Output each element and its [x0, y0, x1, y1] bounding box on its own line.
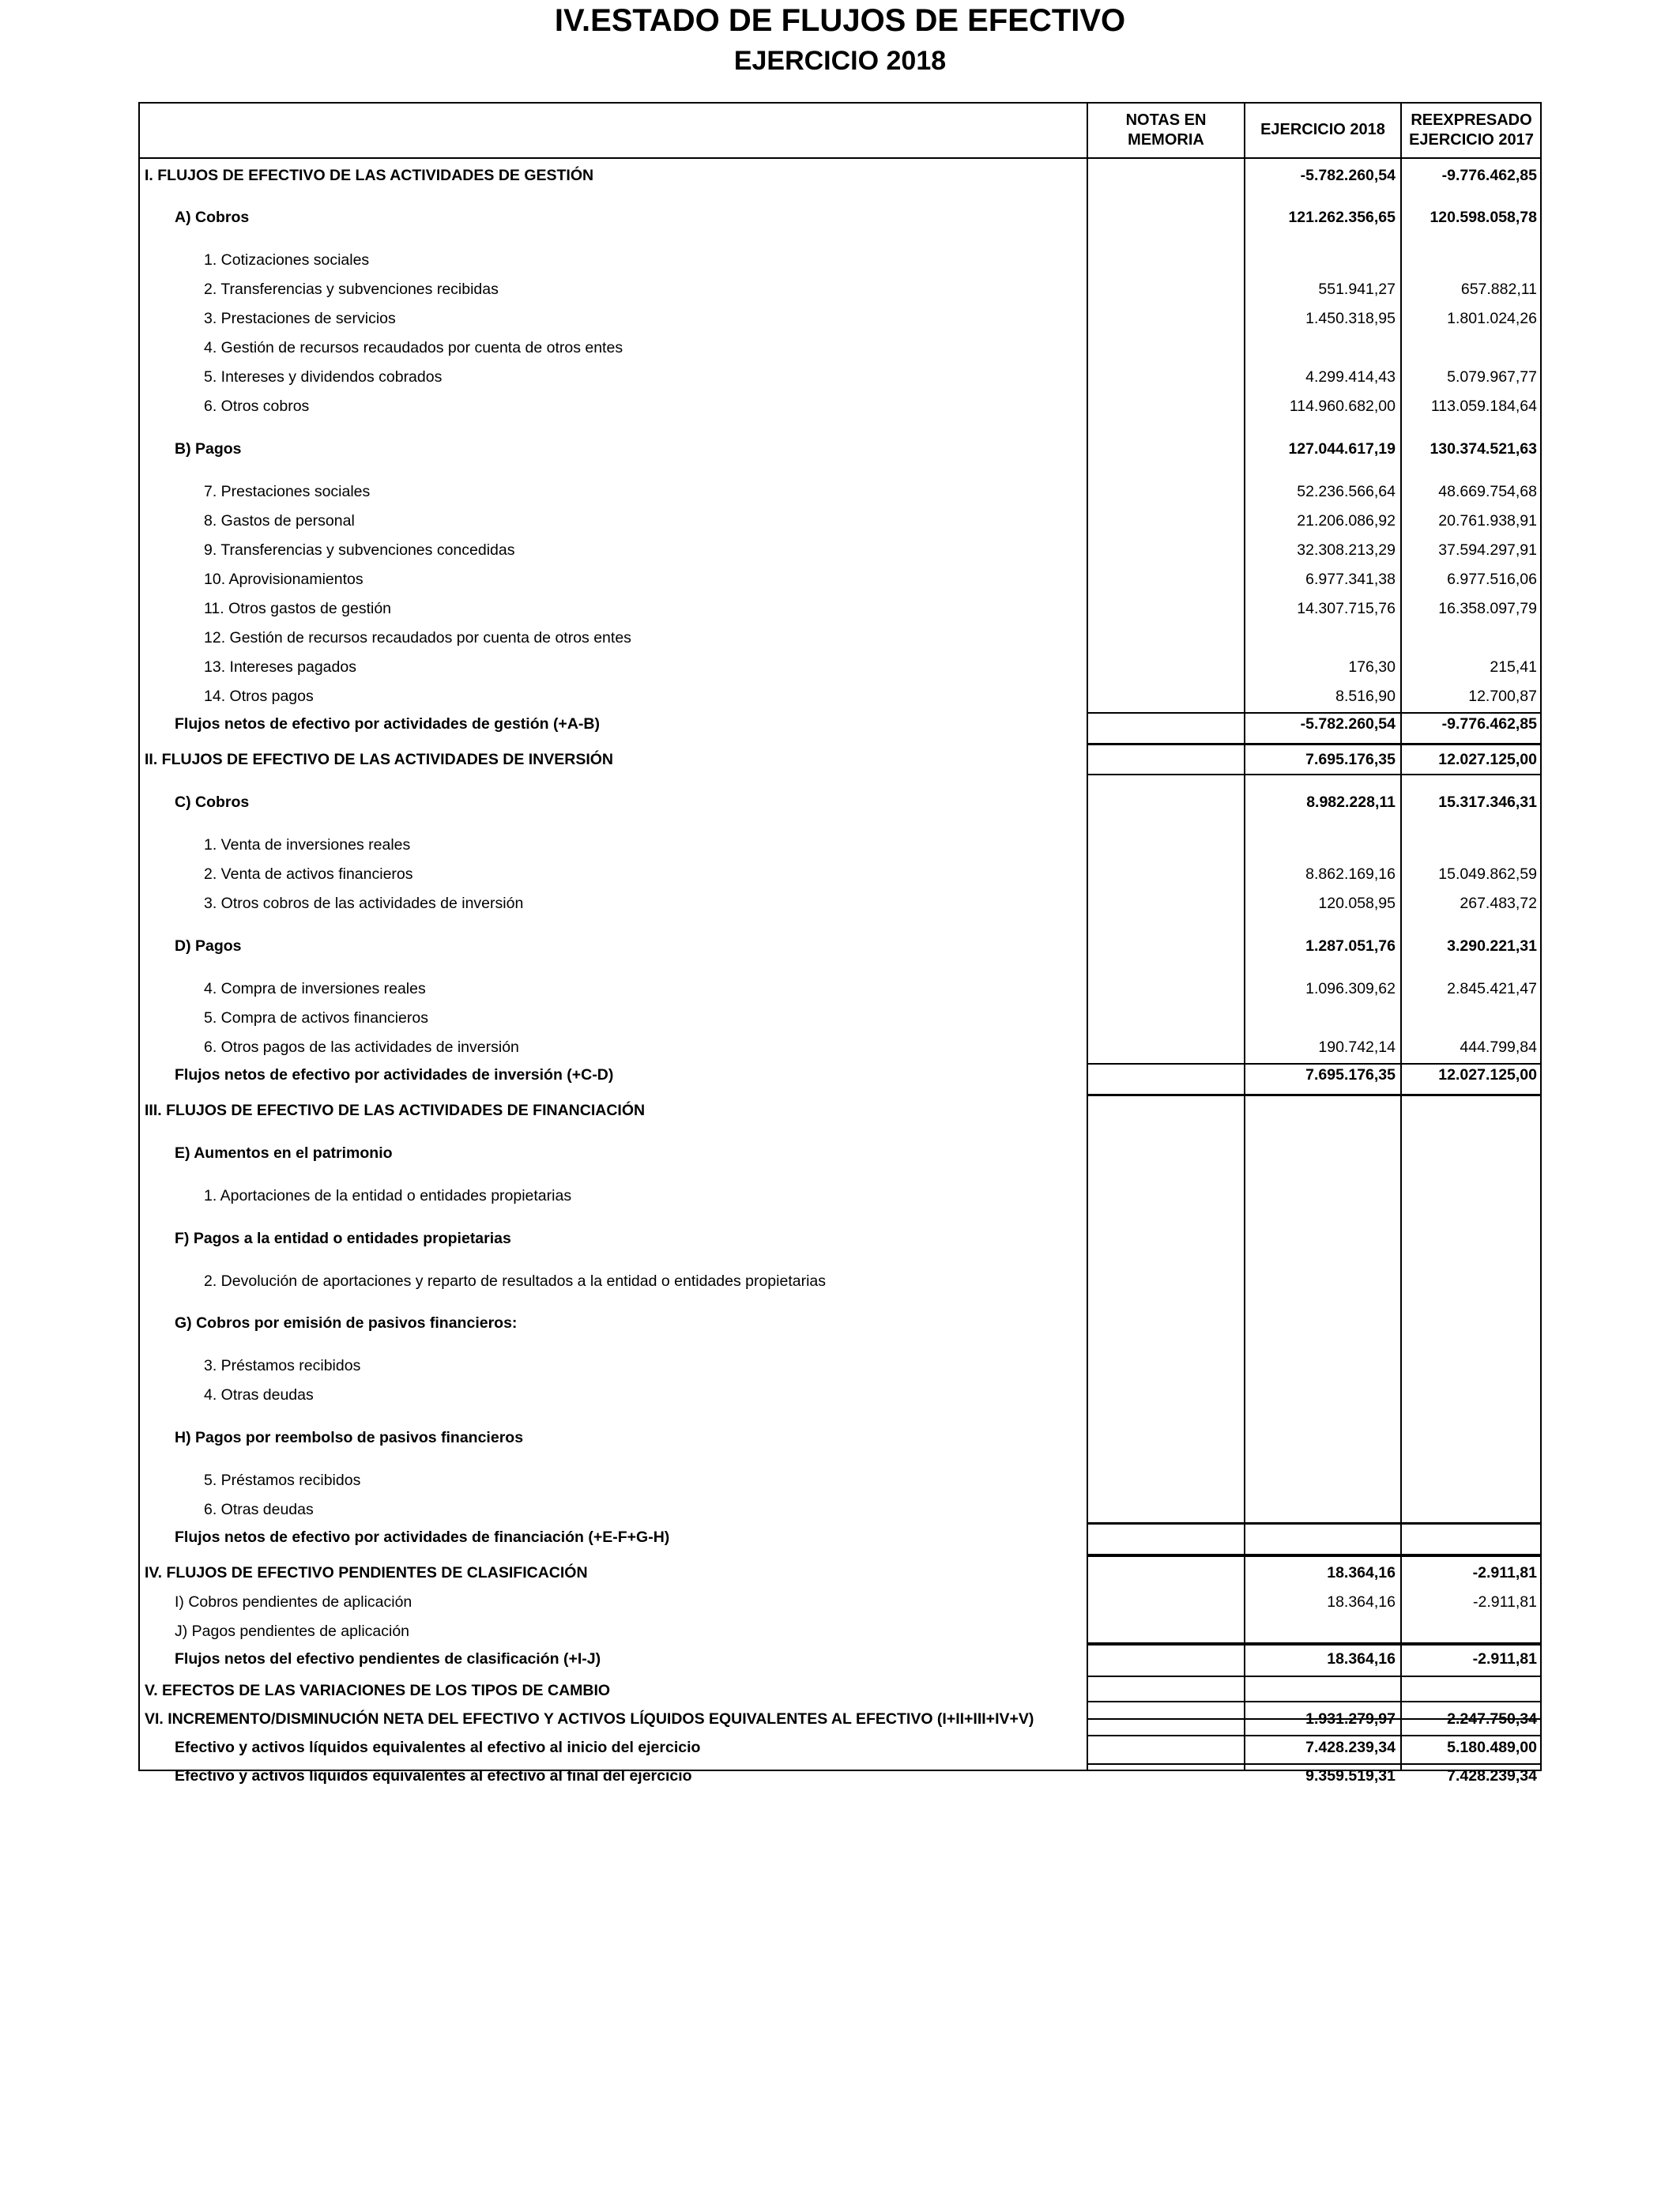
row-label: 9. Transferencias y subvenciones concedidas: [204, 541, 515, 559]
row-label: 2. Venta de activos financieros: [204, 865, 413, 883]
value-2018: 1.931.279,97: [1305, 1710, 1396, 1728]
value-2018: 8.516,90: [1335, 688, 1396, 705]
row-label: 12. Gestión de recursos recaudados por cuenta de otros entes: [204, 629, 631, 647]
value-2018: 4.299.414,43: [1305, 368, 1396, 386]
row-label: Flujos netos de efectivo por actividades de gestión (+A-B): [175, 715, 600, 733]
value-2017: 12.027.125,00: [1438, 1066, 1537, 1084]
value-2017: 1.801.024,26: [1447, 310, 1537, 327]
value-2018: 176,30: [1348, 658, 1396, 676]
row-label: 3. Otros cobros de las actividades de inversión: [204, 895, 524, 912]
value-2017: 2.845.421,47: [1447, 980, 1537, 997]
row-label: 14. Otros pagos: [204, 688, 314, 705]
value-2017: 657.882,11: [1460, 281, 1537, 298]
row-label: I) Cobros pendientes de aplicación: [175, 1593, 412, 1611]
row-label: 4. Compra de inversiones reales: [204, 980, 426, 997]
row-label: 10. Aprovisionamientos: [204, 571, 363, 588]
value-2018: 52.236.566,64: [1297, 483, 1396, 500]
row-label: 1. Venta de inversiones reales: [204, 836, 411, 854]
value-2018: -5.782.260,54: [1300, 715, 1396, 733]
row-label: V. EFECTOS DE LAS VARIACIONES DE LOS TIPOS DE CAMBIO: [145, 1682, 611, 1699]
value-2018: 1.096.309,62: [1305, 980, 1396, 997]
row-label: G) Cobros por emisión de pasivos financieros:: [175, 1314, 518, 1332]
value-2017: 120.598.058,78: [1430, 209, 1537, 226]
value-2017: -2.911,81: [1472, 1564, 1537, 1581]
row-label: 8. Gastos de personal: [204, 512, 355, 530]
value-2018: 9.359.519,31: [1305, 1767, 1396, 1785]
subtotal-box: [1087, 1095, 1542, 1524]
column-header-ejercicio-2018: EJERCICIO 2018: [1260, 121, 1385, 138]
value-2017: 16.358.097,79: [1438, 600, 1537, 617]
value-2017: 37.594.297,91: [1438, 541, 1537, 559]
row-label: 2. Transferencias y subvenciones recibidas: [204, 281, 499, 298]
row-label: B) Pagos: [175, 440, 242, 458]
value-2017: 5.079.967,77: [1447, 368, 1537, 386]
row-label: II. FLUJOS DE EFECTIVO DE LAS ACTIVIDADES DE INVERSIÓN: [145, 751, 614, 768]
value-2018: 32.308.213,29: [1297, 541, 1396, 559]
value-2018: 18.364,16: [1327, 1564, 1396, 1581]
row-label: 3. Préstamos recibidos: [204, 1357, 361, 1374]
value-2017: 12.700,87: [1468, 688, 1537, 705]
row-label: 13. Intereses pagados: [204, 658, 356, 676]
row-label: III. FLUJOS DE EFECTIVO DE LAS ACTIVIDADES DE FINANCIACIÓN: [145, 1102, 646, 1119]
value-2018: 551.941,27: [1318, 281, 1396, 298]
value-2017: 444.799,84: [1460, 1039, 1537, 1056]
row-label: F) Pagos a la entidad o entidades propietarias: [175, 1230, 511, 1247]
row-label: 6. Otros cobros: [204, 398, 310, 415]
value-2017: 113.059.184,64: [1430, 398, 1537, 415]
value-2017: -9.776.462,85: [1441, 715, 1537, 733]
value-2018: 8.862.169,16: [1305, 865, 1396, 883]
value-2017: 130.374.521,63: [1430, 440, 1537, 458]
value-2018: 6.977.341,38: [1305, 571, 1396, 588]
value-2017: -9.776.462,85: [1441, 167, 1537, 184]
value-2017: -2.911,81: [1473, 1593, 1537, 1611]
value-2017: 5.180.489,00: [1447, 1739, 1537, 1756]
value-2018: 1.287.051,76: [1305, 937, 1396, 955]
value-2017: 7.428.239,34: [1447, 1767, 1537, 1785]
value-2018: 14.307.715,76: [1297, 600, 1396, 617]
row-label: Efectivo y activos líquidos equivalentes al efectivo al inicio del ejercicio: [175, 1739, 701, 1756]
value-2017: 2.247.750,34: [1447, 1710, 1537, 1728]
value-2018: 7.695.176,35: [1305, 1066, 1396, 1084]
value-2018: 120.058,95: [1318, 895, 1396, 912]
row-label: Flujos netos del efectivo pendientes de clasificación (+I-J): [175, 1650, 601, 1668]
value-2018: 7.428.239,34: [1305, 1739, 1396, 1756]
value-2017: 6.977.516,06: [1447, 571, 1537, 588]
row-label: 2. Devolución de aportaciones y reparto de resultados a la entidad o entidades propietarias: [204, 1272, 827, 1290]
row-label: E) Aumentos en el patrimonio: [175, 1144, 393, 1162]
value-2018: 7.695.176,35: [1305, 751, 1396, 768]
value-2017: 215,41: [1490, 658, 1537, 676]
value-2017: 12.027.125,00: [1438, 751, 1537, 768]
column-header-ejercicio-2017: REEXPRESADO EJERCICIO 2017: [1409, 111, 1534, 149]
row-label: J) Pagos pendientes de aplicación: [175, 1623, 410, 1640]
value-2017: 20.761.938,91: [1438, 512, 1537, 530]
value-2018: 114.960.682,00: [1289, 398, 1396, 415]
row-divider: [1087, 1735, 1542, 1736]
row-label: 3. Prestaciones de servicios: [204, 310, 396, 327]
value-2017: 15.049.862,59: [1438, 865, 1537, 883]
page-title: IV.ESTADO DE FLUJOS DE EFECTIVO: [554, 3, 1126, 38]
row-label: 1. Cotizaciones sociales: [204, 251, 370, 269]
subtotal-box: [1087, 1523, 1542, 1555]
value-2018: 21.206.086,92: [1297, 512, 1396, 530]
value-2018: 121.262.356,65: [1288, 209, 1396, 226]
value-2018: 190.742,14: [1318, 1039, 1396, 1056]
value-2017: 15.317.346,31: [1438, 794, 1537, 811]
row-label: Efectivo y activos líquidos equivalentes al efectivo al final del ejercicio: [175, 1767, 692, 1785]
row-label: A) Cobros: [175, 209, 250, 226]
row-label: 4. Gestión de recursos recaudados por cuenta de otros entes: [204, 339, 623, 356]
row-label: Flujos netos de efectivo por actividades de inversión (+C-D): [175, 1066, 614, 1084]
value-2017: 48.669.754,68: [1438, 483, 1537, 500]
value-2017: 267.483,72: [1460, 895, 1537, 912]
row-label: Flujos netos de efectivo por actividades de financiación (+E-F+G-H): [175, 1529, 670, 1546]
value-2018: -5.782.260,54: [1300, 167, 1396, 184]
row-divider: [1087, 1763, 1542, 1765]
row-label: 7. Prestaciones sociales: [204, 483, 371, 500]
page-subtitle: EJERCICIO 2018: [733, 46, 947, 76]
row-label: IV. FLUJOS DE EFECTIVO PENDIENTES DE CLASIFICACIÓN: [145, 1564, 588, 1581]
value-2018: 18.364,16: [1327, 1593, 1396, 1611]
row-label: VI. INCREMENTO/DISMINUCIÓN NETA DEL EFECTIVO Y ACTIVOS LÍQUIDOS EQUIVALENTES AL EFECTIVO (I+II+III+IV+V): [145, 1710, 1034, 1728]
row-label: 5. Préstamos recibidos: [204, 1472, 361, 1489]
row-label: I. FLUJOS DE EFECTIVO DE LAS ACTIVIDADES DE GESTIÓN: [145, 167, 594, 184]
value-2017: -2.911,81: [1472, 1650, 1537, 1668]
value-2018: 1.450.318,95: [1305, 310, 1396, 327]
row-label: C) Cobros: [175, 794, 250, 811]
row-label: 4. Otras deudas: [204, 1386, 314, 1404]
row-label: H) Pagos por reembolso de pasivos financieros: [175, 1429, 524, 1446]
row-label: 6. Otras deudas: [204, 1501, 314, 1518]
row-label: D) Pagos: [175, 937, 242, 955]
row-label: 5. Compra de activos financieros: [204, 1009, 428, 1027]
row-label: 5. Intereses y dividendos cobrados: [204, 368, 443, 386]
row-label: 11. Otros gastos de gestión: [204, 600, 392, 617]
value-2017: 3.290.221,31: [1447, 937, 1537, 955]
row-label: 6. Otros pagos de las actividades de inversión: [204, 1039, 519, 1056]
value-2018: 8.982.228,11: [1306, 794, 1396, 811]
value-2018: 127.044.617,19: [1288, 440, 1396, 458]
value-2018: 18.364,16: [1327, 1650, 1396, 1668]
subtotal-box: [1087, 1676, 1542, 1702]
column-header-notas: NOTAS EN MEMORIA: [1125, 111, 1207, 149]
row-label: 1. Aportaciones de la entidad o entidades propietarias: [204, 1187, 572, 1204]
